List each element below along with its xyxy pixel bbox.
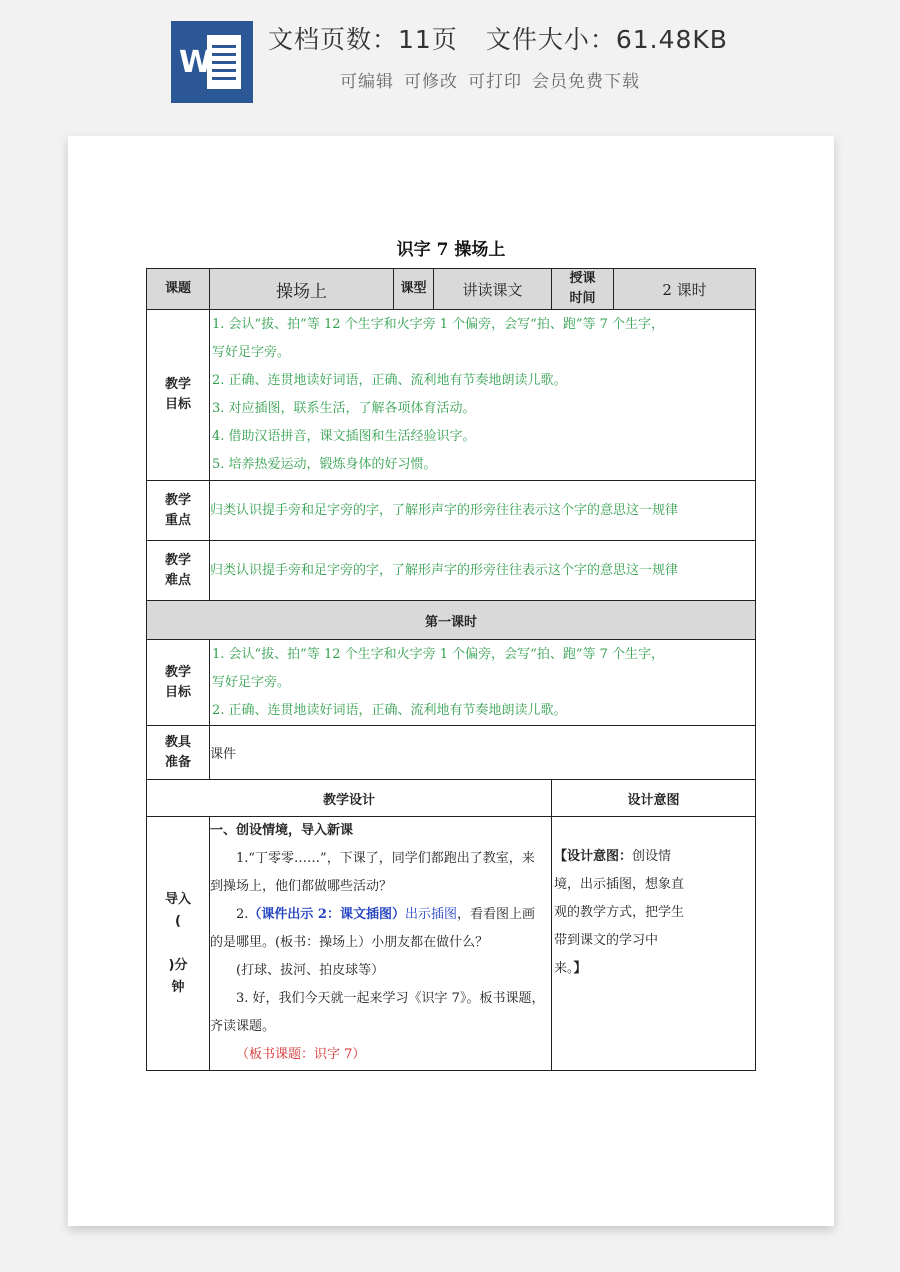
feature-list	[340, 67, 860, 92]
design-content	[210, 817, 552, 1071]
feature-modifiable: 可修改	[404, 72, 458, 92]
page-count: 文档页数：11页	[268, 25, 458, 54]
key-points-content: 归类认识提手旁和足字旁的字，了解形声字的形旁往往表示这个字的意思这一规律	[210, 481, 756, 541]
document-title: 识字 7 操场上	[396, 240, 506, 260]
goals-label-line2: 目标	[164, 397, 191, 412]
intent-line: 观的教学方式，把学生	[554, 905, 685, 920]
lesson-goals-row	[147, 640, 756, 726]
intro-stage-row	[147, 817, 756, 1071]
stage-label-line1: 导入	[164, 891, 191, 907]
tools-value: 课件	[210, 726, 756, 780]
topic-value: 操场上	[210, 269, 394, 310]
lesson-goal-item: 1. 会认“拔、拍”等 12 个生字和火字旁 1 个偏旁，会写“拍、跑”等 7 个生字，	[212, 646, 664, 662]
goals-label-line1: 教学	[164, 377, 191, 392]
design-paragraph: 的是哪里。(板书：操场上）小朋友都在做什么？	[210, 935, 489, 950]
tools-row	[147, 726, 756, 780]
design-paragraph: 2.（课件出示 2：课文插图）出示插图，看看图上画	[236, 907, 536, 922]
difficulties-label	[147, 541, 210, 601]
key-points-label-line2: 重点	[164, 512, 191, 528]
hours-value: 2 课时	[614, 269, 756, 310]
first-lesson-heading: 第一课时	[147, 601, 756, 640]
lesson-goals-label	[147, 640, 210, 726]
difficulties-row	[147, 541, 756, 601]
design-header-row	[147, 780, 756, 817]
design-paragraph: 3. 好，我们今天就一起来学习《识字 7》。板书课题，	[236, 991, 545, 1006]
tools-label	[147, 726, 210, 780]
difficulties-label-line1: 教学	[164, 552, 191, 568]
document-page	[68, 136, 834, 1226]
intent-line: 带到课文的学习中	[554, 933, 659, 948]
intent-line: 来。】	[554, 961, 587, 976]
feature-printable: 可打印	[468, 72, 522, 92]
first-lesson-row	[147, 601, 756, 640]
word-document-icon	[171, 21, 253, 103]
design-heading: 一、创设情境，导入新课	[210, 823, 354, 838]
header-row	[147, 269, 756, 310]
goals-label	[147, 310, 210, 481]
word-icon-letter: W	[179, 45, 213, 80]
design-paragraph: 齐读课题。	[210, 1019, 276, 1034]
stage-label-line3: 钟	[171, 979, 185, 995]
lesson-plan-table	[146, 268, 756, 1071]
goals-content	[210, 310, 756, 481]
lesson-goals-content	[210, 640, 756, 726]
key-points-row	[147, 481, 756, 541]
header-banner	[0, 0, 900, 120]
design-paragraph: (打球、拔河、拍皮球等）	[236, 963, 385, 978]
tools-label-line1: 教具	[164, 734, 191, 750]
board-title-note: （板书课题：识字 7）	[236, 1047, 366, 1062]
goal-item: 1. 会认“拔、拍”等 12 个生字和火字旁 1 个偏旁，会写“拍、跑”等 7 个生字，	[212, 317, 664, 332]
key-points-label	[147, 481, 210, 541]
file-size: 文件大小：61.48KB	[485, 25, 728, 54]
hours-label-line1: 授课	[569, 271, 596, 286]
courseware-note: （课件出示 2：课文插图）	[248, 907, 405, 922]
intent-line: 【设计意图：创设情	[554, 849, 672, 864]
file-info	[268, 20, 868, 56]
lesson-goal-item: 写好足字旁。	[212, 674, 291, 690]
topic-label: 课题	[147, 269, 210, 310]
difficulties-label-line2: 难点	[164, 572, 191, 588]
goals-row	[147, 310, 756, 481]
feature-free-download: 会员免费下载	[532, 72, 640, 92]
lesson-goals-label-line1: 教学	[164, 664, 191, 680]
type-label: 课型	[394, 269, 434, 310]
design-header: 教学设计	[147, 780, 552, 817]
goal-item: 3. 对应插图，联系生活，了解各项体育活动。	[212, 401, 476, 416]
goal-item: 4. 借助汉语拼音，课文插图和生活经验识字。	[212, 429, 476, 444]
intent-content	[552, 817, 756, 1071]
stage-label	[147, 817, 210, 1071]
lesson-goal-item: 2. 正确、连贯地读好词语，正确、流利地有节奏地朗读儿歌。	[212, 702, 567, 718]
key-points-label-line1: 教学	[164, 492, 191, 508]
show-picture-note: 出示插图	[404, 907, 457, 922]
feature-editable: 可编辑	[340, 72, 394, 92]
goal-item: 写好足字旁。	[212, 345, 291, 360]
design-paragraph: 到操场上，他们都做哪些活动？	[210, 879, 393, 894]
goal-item: 2. 正确、连贯地读好词语，正确、流利地有节奏地朗读儿歌。	[212, 373, 567, 388]
lesson-goals-label-line2: 目标	[164, 684, 191, 700]
intent-line: 境，出示插图，想象直	[554, 877, 685, 892]
type-value: 讲读课文	[434, 269, 552, 310]
difficulties-content: 归类认识提手旁和足字旁的字，了解形声字的形旁往往表示这个字的意思这一规律	[210, 541, 756, 601]
hours-label-line2: 时间	[569, 291, 596, 306]
stage-label-line2: ( )分	[168, 913, 188, 973]
design-paragraph: 1.“丁零零……”，下课了，同学们都跑出了教室，来	[236, 851, 535, 866]
tools-label-line2: 准备	[164, 754, 191, 770]
intent-header: 设计意图	[552, 780, 756, 817]
goal-item: 5. 培养热爱运动，锻炼身体的好习惯。	[212, 457, 437, 472]
hours-label	[552, 269, 614, 310]
